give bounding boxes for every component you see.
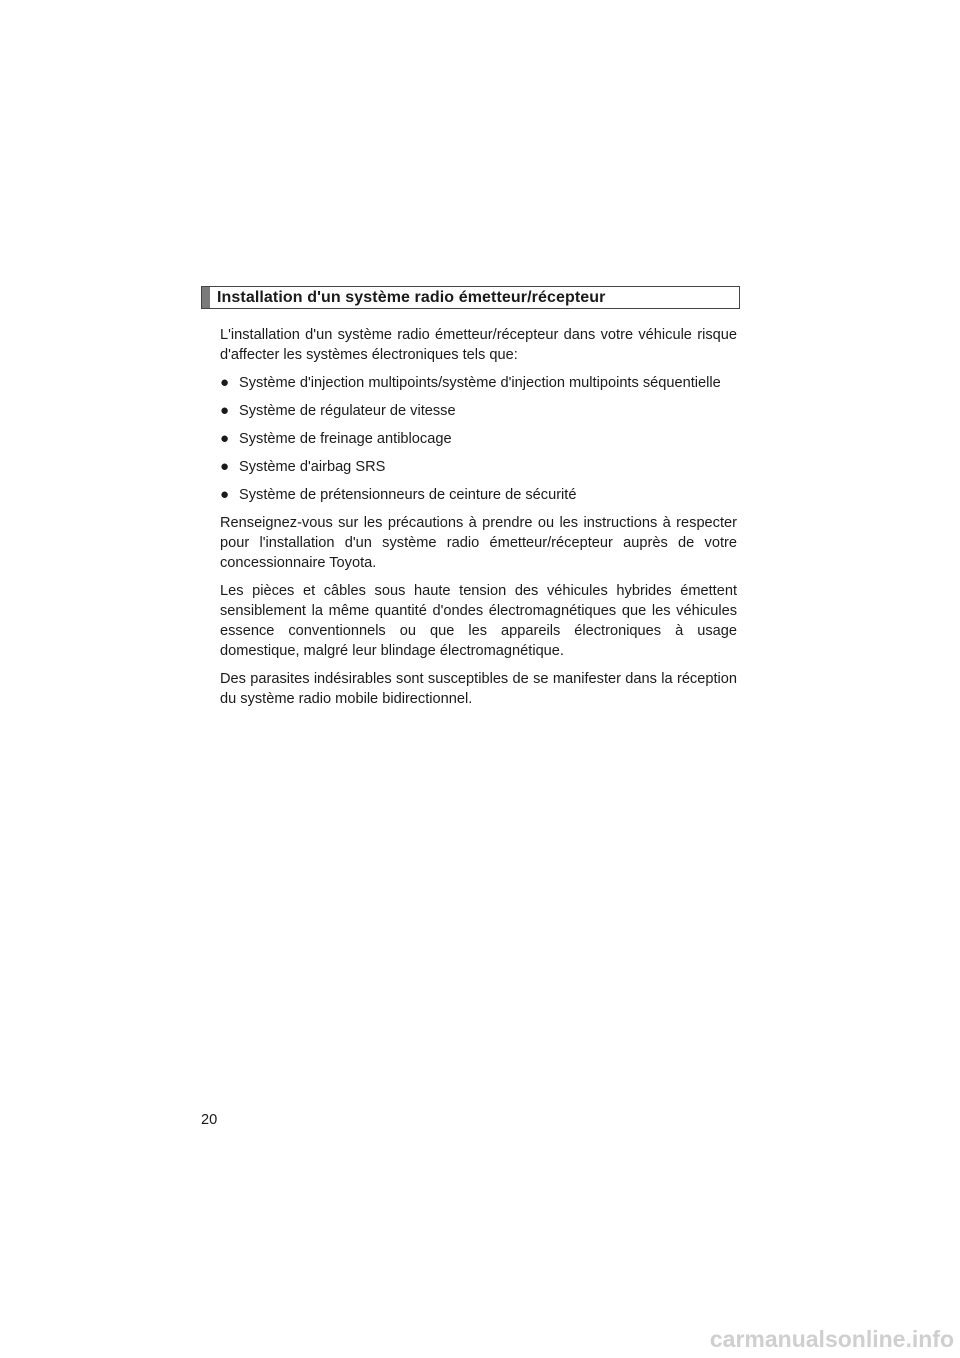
bullet-dot-icon: ● xyxy=(220,374,230,391)
hybrid-paragraph: Les pièces et câbles sous haute tension des véhicules hybrides émettent sensiblement la même quantité d'ondes électromagnétiques que les véhicules essence conventionnels ou que les appareils électroniques à usage domestique, malgré leur blindage électromagnétique. xyxy=(220,583,737,659)
bullet-item xyxy=(220,429,737,449)
bullet-item xyxy=(220,485,737,505)
interference-paragraph: Des parasites indésirables sont susceptibles de se manifester dans la réception du système radio mobile bidirectionnel. xyxy=(220,671,737,707)
intro-paragraph: L'installation d'un système radio émetteur/récepteur dans votre véhicule risque d'affecter les systèmes électroniques tels que: xyxy=(220,327,737,363)
bullet-dot-icon: ● xyxy=(220,458,230,475)
body-content xyxy=(220,325,737,717)
page-number: 20 xyxy=(201,1112,218,1128)
watermark: carmanualsonline.info xyxy=(709,1326,954,1352)
dealer-paragraph: Renseignez-vous sur les précautions à prendre ou les instructions à respecter pour l'installation d'un système radio émetteur/récepteur auprès de votre concessionnaire Toyota. xyxy=(220,515,737,571)
bullet-text: Système d'injection multipoints/système d'injection multipoints séquentielle xyxy=(239,375,721,391)
section-header-bar xyxy=(202,287,210,308)
bullet-text: Système de freinage antiblocage xyxy=(239,431,452,447)
bullet-item xyxy=(220,457,737,477)
bullet-text: Système de prétensionneurs de ceinture de sécurité xyxy=(239,487,577,503)
section-header xyxy=(201,286,740,309)
section-title: Installation d'un système radio émetteur/récepteur xyxy=(217,289,606,306)
bullet-dot-icon: ● xyxy=(220,486,230,503)
bullet-text: Système d'airbag SRS xyxy=(239,459,386,475)
bullet-text: Système de régulateur de vitesse xyxy=(239,403,456,419)
bullet-dot-icon: ● xyxy=(220,402,230,419)
bullet-dot-icon: ● xyxy=(220,430,230,447)
bullet-item xyxy=(220,401,737,421)
bullet-item xyxy=(220,373,737,393)
